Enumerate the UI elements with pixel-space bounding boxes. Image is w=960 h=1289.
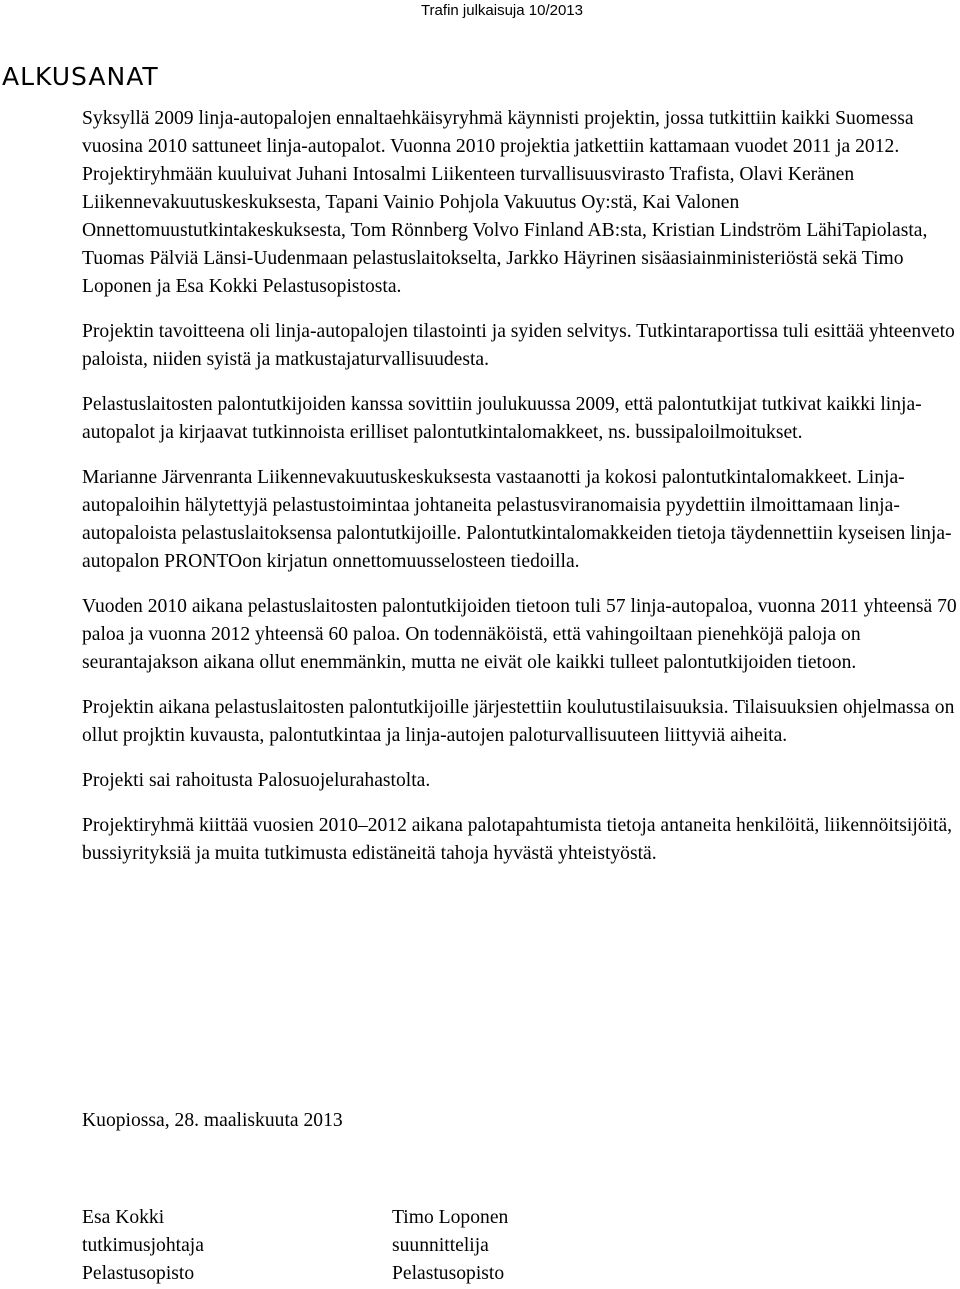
paragraph: Projektiryhmä kiittää vuosien 2010–2012 aikana palotapahtumista tietoja antaneita henkilöitä, liikennöitsijöitä, bussiyrityksiä ja muita tutkimusta edistäneitä tahoja hyvästä yhteistyöstä. [82,815,953,864]
place-and-date: Kuopiossa, 28. maaliskuuta 2013 [82,1110,343,1131]
paragraph: Marianne Järvenranta Liikennevakuutuskeskuksesta vastaanotti ja kokosi palontutkintalomakkeet. Linja-autopaloihin hälytettyjä pelastustoimintaa johtaneita pelastusviranomaisia pyydettiin ilmoittamaan linja-autopaloista pelastuslaitoksensa palontutkijoille. Palontutkintalomakkeiden tietoja täydennettiin kyseisen linja-autopalon PRONTOon kirjatun onnettomuusselosteen tiedoilla. [82,467,952,572]
signatory-organization: Pelastusopisto [392,1263,505,1284]
signatory-title: suunnittelija [392,1235,489,1256]
signatory-name: Esa Kokki [82,1207,165,1228]
page-header: Trafin julkaisuja 10/2013 [420,2,583,19]
signatory-title: tutkimusjohtaja [82,1235,204,1256]
signature-block-right [392,1204,508,1288]
paragraph: Projekti sai rahoitusta Palosuojelurahastolta. [82,770,431,791]
paragraph: Projektin tavoitteena oli linja-autopalojen tilastointi ja syiden selvitys. Tutkintaraportissa tuli esittää yhteenveto paloista, niiden syistä ja matkustajaturvallisuudesta. [82,321,955,370]
paragraph: Vuoden 2010 aikana pelastuslaitosten palontutkijoiden tietoon tuli 57 linja-autopaloa, vuonna 2011 yhteensä 70 paloa ja vuonna 2012 yhteensä 60 paloa. On todennäköistä, että vahingoiltaan pienehköjä paloja on seurantajakson aikana ollut enemmänkin, mutta ne eivät ole kaikki tulleet palontutkijoiden tietoon. [82,596,957,673]
signature-block-left [82,1204,204,1288]
foreword-body [82,105,960,885]
signatory-name: Timo Loponen [392,1207,509,1228]
page-title: ALKUSANAT [2,62,159,91]
paragraph: Syksyllä 2009 linja-autopalojen ennaltaehkäisyryhmä käynnisti projektin, jossa tutkittiin kaikki Suomessa vuosina 2010 sattuneet linja-autopalot. Vuonna 2010 projektia jatkettiin kattamaan vuodet 2011 ja 2012. Projektiryhmään kuuluivat Juhani Intosalmi Liikenteen turvallisuusvirasto Trafista, Olavi Keränen Liikennevakuutuskeskuksesta, Tapani Vainio Pohjola Vakuutus Oy:stä, Kai Valonen Onnettomuustutkintakeskuksesta, Tom Rönnberg Volvo Finland AB:sta, Kristian Lindström LähiTapiolasta, Tuomas Pälviä Länsi-Uudenmaan pelastuslaitokselta, Jarkko Häyrinen sisäasiainministeriöstä sekä Timo Loponen ja Esa Kokki Pelastusopistosta. [82,108,928,297]
paragraph: Projektin aikana pelastuslaitosten palontutkijoille järjestettiin koulutustilaisuuksia. Tilaisuuksien ohjelmassa on ollut projktin kuvausta, palontutkintaa ja linja-autojen paloturvallisuuteen liittyviä aiheita. [82,697,955,746]
paragraph: Pelastuslaitosten palontutkijoiden kanssa sovittiin joulukuussa 2009, että palontutkijat tutkivat kaikki linja-autopalot ja kirjaavat tutkinnoista erilliset palontutkintalomakkeet, ns. bussipaloilmoitukset. [82,394,922,443]
signatory-organization: Pelastusopisto [82,1263,195,1284]
